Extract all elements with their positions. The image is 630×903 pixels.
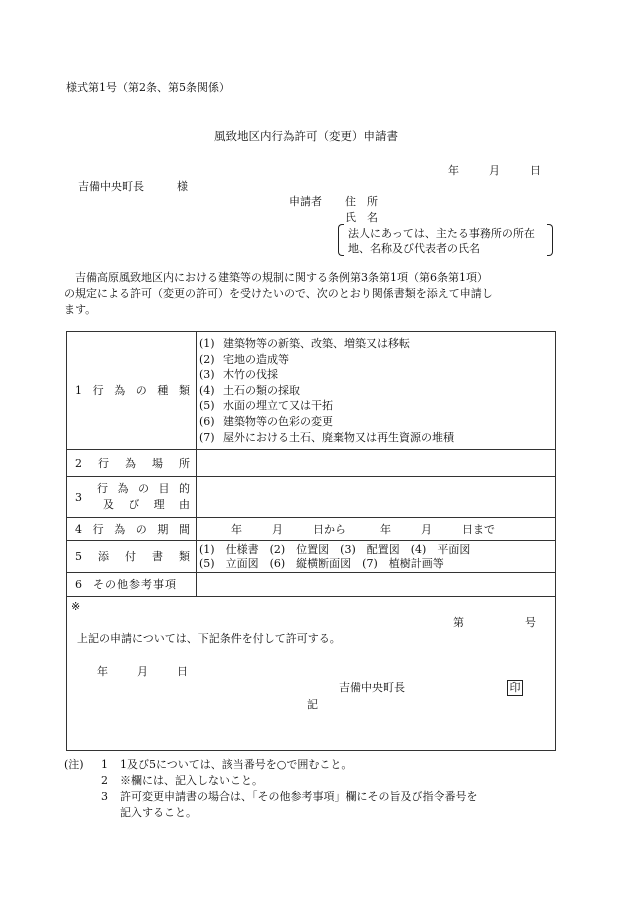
label-char: 理 bbox=[153, 498, 165, 512]
period-start-month: 月 bbox=[272, 522, 283, 536]
notes bbox=[64, 759, 564, 829]
period-start-year: 年 bbox=[231, 522, 242, 536]
activity-type-options[interactable] bbox=[197, 332, 556, 450]
label-char: 行 bbox=[97, 482, 108, 496]
office-use-area bbox=[67, 597, 556, 751]
label-char: 類 bbox=[178, 384, 190, 398]
row-purpose bbox=[67, 477, 556, 518]
intro-paragraph bbox=[64, 270, 564, 318]
note-number: 1 bbox=[101, 758, 108, 771]
date-day: 日 bbox=[530, 164, 541, 177]
label-char: 書 bbox=[152, 550, 163, 564]
label-char: 行 bbox=[92, 522, 104, 536]
mayor-name: 吉備中央町長 bbox=[339, 681, 405, 695]
activity-option[interactable] bbox=[199, 398, 555, 414]
label-char: 添 bbox=[98, 550, 109, 564]
row-attachments bbox=[67, 541, 556, 573]
row-activity-place bbox=[67, 450, 556, 477]
address-label: 住 所 bbox=[345, 195, 378, 208]
option-num: (4) bbox=[199, 383, 215, 397]
label-char: 付 bbox=[125, 550, 136, 564]
period-field[interactable] bbox=[197, 518, 556, 541]
form-number: 様式第1号（第2条、第5条関係） bbox=[66, 81, 230, 94]
label-char: 由 bbox=[178, 498, 190, 512]
note-number: 2 bbox=[101, 774, 108, 787]
right-bracket bbox=[547, 224, 553, 256]
option-text: 建築物等の新築、改築、増築又は移転 bbox=[223, 337, 410, 350]
label-num: 5 bbox=[75, 550, 82, 564]
purpose-label bbox=[67, 477, 197, 518]
label-char: 為 bbox=[117, 482, 129, 496]
option-text: 土石の類の採取 bbox=[223, 383, 300, 397]
ki-label: 記 bbox=[307, 698, 318, 712]
corporate-note bbox=[338, 224, 553, 256]
intro-line: ます。 bbox=[64, 303, 97, 316]
application-table bbox=[66, 331, 556, 751]
label-num: 1 bbox=[75, 384, 82, 398]
activity-option[interactable] bbox=[199, 414, 555, 430]
period-end-year: 年 bbox=[380, 522, 391, 536]
label-char: の bbox=[135, 384, 147, 398]
other-field[interactable] bbox=[197, 573, 556, 597]
number-suffix: 号 bbox=[525, 616, 536, 630]
label-char: 為 bbox=[114, 384, 126, 398]
attachments-line2: (5) 立面図 (6) 縦横断面図 (7) 植樹計画等 bbox=[199, 556, 444, 570]
option-num: (3) bbox=[199, 368, 215, 382]
intro-line: 吉備高原風致地区内における建築等の規制に関する条例第3条第1項（第6条第1項） bbox=[64, 271, 488, 284]
note-number: 3 bbox=[101, 790, 108, 803]
note-text: ※欄には、記入しないこと。 bbox=[120, 774, 263, 787]
period-label bbox=[67, 518, 197, 541]
option-num: (7) bbox=[199, 430, 215, 444]
addressee: 吉備中央町長 様 bbox=[78, 180, 188, 193]
label-char: の bbox=[138, 482, 149, 496]
row-other bbox=[67, 573, 556, 597]
name-label: 氏 名 bbox=[345, 211, 378, 224]
activity-place-field[interactable] bbox=[197, 450, 556, 477]
purpose-field[interactable] bbox=[197, 477, 556, 518]
note-text: 記入すること。 bbox=[120, 806, 197, 819]
approval-date-month: 月 bbox=[137, 665, 148, 679]
activity-type-label bbox=[67, 332, 197, 450]
label-char: 行 bbox=[98, 456, 109, 470]
label-num: 6 bbox=[75, 578, 82, 592]
approval-date-day: 日 bbox=[177, 665, 188, 679]
label-char: 為 bbox=[125, 456, 136, 470]
row-activity-type bbox=[67, 332, 556, 450]
option-text: 木竹の伐採 bbox=[223, 368, 278, 382]
activity-option[interactable] bbox=[199, 383, 555, 399]
row-period bbox=[67, 518, 556, 541]
label-char: 所 bbox=[179, 456, 190, 470]
label-char: 及 bbox=[103, 498, 114, 512]
application-date bbox=[448, 165, 541, 176]
notes-label: (注) bbox=[64, 758, 84, 771]
corp-note-line1: 法人にあっては、主たる事務所の所在 bbox=[348, 227, 535, 240]
other-label bbox=[67, 573, 197, 597]
activity-option[interactable] bbox=[199, 430, 555, 446]
left-bracket bbox=[338, 224, 344, 256]
activity-option[interactable] bbox=[199, 336, 555, 352]
option-num: (1) bbox=[199, 337, 215, 350]
label-num: 2 bbox=[75, 456, 82, 470]
approval-date-year: 年 bbox=[97, 665, 108, 679]
label-char: 的 bbox=[179, 482, 190, 496]
date-year: 年 bbox=[448, 164, 459, 177]
applicant-label: 申請者 bbox=[289, 195, 322, 208]
label-text: その他参考事項 bbox=[93, 578, 177, 592]
period-end-day: 日まで bbox=[462, 522, 495, 536]
option-text: 屋外における土石、廃棄物又は再生資源の堆積 bbox=[223, 430, 454, 444]
date-month: 月 bbox=[489, 164, 500, 177]
label-char: 期 bbox=[157, 522, 169, 536]
option-num: (6) bbox=[199, 414, 215, 428]
document-title: 風致地区内行為許可（変更）申請書 bbox=[214, 129, 398, 143]
period-start-day: 日から bbox=[313, 522, 346, 536]
label-num: 4 bbox=[75, 522, 82, 536]
note-text: 許可変更申請書の場合は、「その他参考事項」欄にその旨及び指令番号を bbox=[120, 790, 478, 803]
label-num: 3 bbox=[75, 490, 82, 504]
note-text: 1及び5については、該当番号を○で囲むこと。 bbox=[120, 758, 353, 771]
number-prefix: 第 bbox=[453, 616, 464, 630]
label-char: 行 bbox=[92, 384, 104, 398]
option-text: 宅地の造成等 bbox=[223, 352, 289, 366]
label-char: の bbox=[135, 522, 147, 536]
option-text: 水面の埋立て又は干拓 bbox=[223, 399, 333, 413]
activity-place-label bbox=[67, 450, 197, 477]
attachments-field[interactable] bbox=[197, 541, 556, 573]
activity-option[interactable] bbox=[199, 367, 555, 383]
label-char: 為 bbox=[114, 522, 126, 536]
period-end-month: 月 bbox=[421, 522, 432, 536]
attachments-line1: (1) 仕様書 (2) 位置図 (3) 配置図 (4) 平面図 bbox=[199, 542, 471, 556]
label-char: 間 bbox=[178, 522, 190, 536]
label-char: 場 bbox=[152, 456, 163, 470]
attachments-label bbox=[67, 541, 197, 573]
seal-box: 印 bbox=[507, 680, 523, 696]
label-char: 目 bbox=[158, 482, 170, 496]
label-char: び bbox=[128, 498, 140, 512]
intro-line: の規定による許可（変更の許可）を受けたいので、次のとおり関係書類を添えて申請し bbox=[64, 287, 493, 300]
label-char: 類 bbox=[179, 550, 190, 564]
option-text: 建築物等の色彩の変更 bbox=[223, 414, 333, 428]
approval-text: 上記の申請については、下記条件を付して許可する。 bbox=[77, 632, 341, 646]
activity-option[interactable] bbox=[199, 352, 555, 368]
corp-note-line2: 地、名称及び代表者の氏名 bbox=[348, 242, 480, 255]
option-num: (5) bbox=[199, 399, 215, 413]
row-office-use bbox=[67, 597, 556, 751]
office-use-mark: ※ bbox=[71, 600, 81, 614]
option-num: (2) bbox=[199, 352, 215, 366]
label-char: 種 bbox=[157, 384, 169, 398]
